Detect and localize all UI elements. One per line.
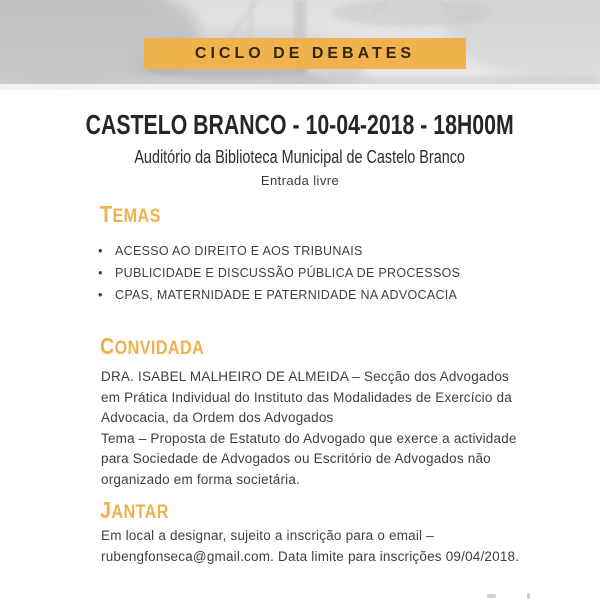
event-venue	[0, 147, 600, 168]
guest-bio: DRA. ISABEL MALHEIRO DE ALMEIDA – Secção dos Advogados em Prática Individual do Instituto das Modalidades de Exercício da Advocacia, da Ordem dos Advogados	[101, 369, 512, 425]
section-heading-jantar: JANTAR	[100, 497, 169, 523]
guest-details	[101, 367, 531, 490]
topic-item: • CPAS, MATERNIDADE E PATERNIDADE NA ADVOCACIA	[96, 284, 526, 306]
event-venue-text: Auditório da Biblioteca Municipal de Castelo Branco	[134, 147, 466, 167]
section-heading-convidada: CONVIDADA	[100, 333, 205, 359]
topic-item: • PUBLICIDADE E DISCUSSÃO PÚBLICA DE PROCESSOS	[96, 262, 526, 284]
admission-note: Entrada livre	[260, 173, 340, 188]
topics-list	[96, 240, 526, 306]
dinner-registration-info: Em local a designar, sujeito a inscrição para o email – rubengfonseca@gmail.com. Data limite para inscrições 09/04/2018.	[101, 528, 520, 564]
cutoff-text-fragment	[487, 594, 496, 598]
guest-talk-theme: Tema – Proposta de Estatuto do Advogado que exerce a actividade para Sociedade de Advogados ou Escritório de Advogados não organizado em forma societária.	[101, 430, 517, 487]
dinner-details	[101, 526, 531, 567]
event-title	[0, 109, 600, 141]
topic-item: • ACESSO AO DIREITO E AOS TRIBUNAIS	[96, 240, 526, 262]
section-heading-temas: TEMAS	[100, 201, 161, 227]
cutoff-text-fragment	[527, 593, 530, 599]
event-series-banner: CICLO DE DEBATES	[144, 38, 466, 69]
event-title-text: CASTELO BRANCO - 10-04-2018 - 18H00M	[85, 109, 515, 140]
